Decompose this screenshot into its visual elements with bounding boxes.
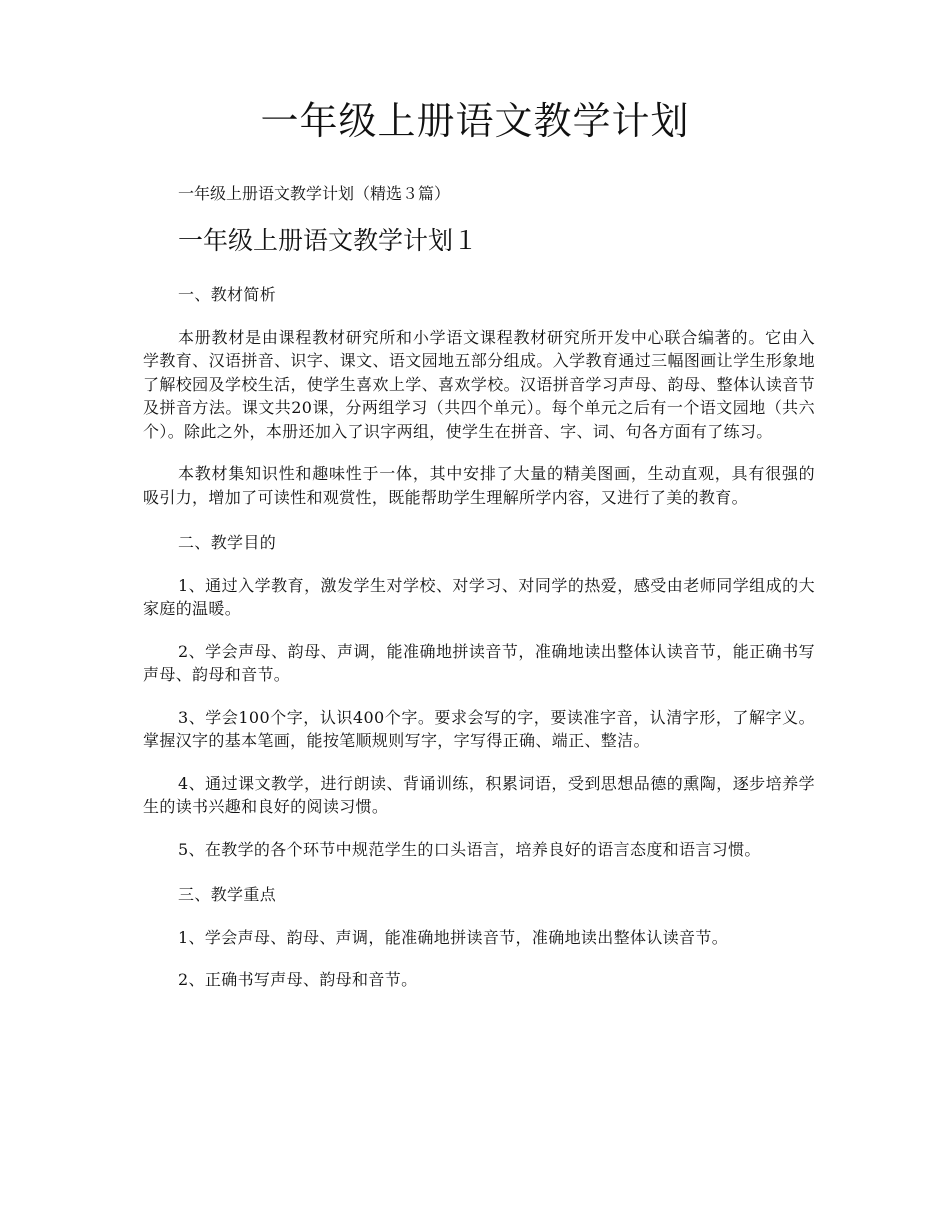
paragraph-textbook-overview: 本册教材是由课程教材研究所和小学语文课程教材研究所开发中心联合编著的。它由入学教育、汉语拼音、识字、课文、语文园地五部分组成。入学教育通过三幅图画让学生形象地了解校园及学校生活，使学生喜欢上学、喜欢学校。汉语拼音学习声母、韵母、整体认读音节及拼音方法。课文共20课，分两组学习（共四个单元）。每个单元之后有一个语文园地（共六个）。除此之外，本册还加入了识字两组，使学生在拼音、字、词、句各方面有了练习。	[143, 327, 815, 441]
paragraph-goal-3: 3、学会100个字，认识400个字。要求会写的字，要读准字音，认清字形，了解字义。掌握汉字的基本笔画，能按笔顺规则写字，字写得正确、端正、整洁。	[143, 707, 815, 750]
paragraph-focus-2: 2、正确书写声母、韵母和音节。	[178, 970, 418, 989]
paragraph-textbook-features: 本教材集知识性和趣味性于一体，其中安排了大量的精美图画，生动直观，具有很强的吸引力，增加了可读性和观赏性，既能帮助学生理解所学内容，又进行了美的教育。	[143, 464, 815, 507]
document-body	[143, 180, 815, 992]
document-title: 一年级上册语文教学计划	[260, 99, 690, 143]
heading-teaching-goals: 二、教学目的	[178, 533, 277, 552]
paragraph-goal-2: 2、学会声母、韵母、声调，能准确地拼读音节，准确地读出整体认读音节，能正确书写声母、韵母和音节。	[143, 641, 815, 684]
heading-teaching-focus: 三、教学重点	[178, 885, 277, 904]
document-subtitle: 一年级上册语文教学计划（精选３篇）	[178, 184, 451, 203]
paragraph-goal-4: 4、通过课文教学，进行朗读、背诵训练，积累词语，受到思想品德的熏陶，逐步培养学生的读书兴趣和良好的阅读习惯。	[143, 773, 815, 816]
paragraph-focus-1: 1、学会声母、韵母、声调，能准确地拼读音节，准确地读出整体认读音节。	[178, 927, 729, 947]
paragraph-goal-1: 1、通过入学教育，激发学生对学校、对学习、对同学的热爱，感受由老师同学组成的大家庭的温暖。	[143, 575, 815, 618]
section-title: 一年级上册语文教学计划１	[178, 226, 479, 255]
paragraph-goal-5: 5、在教学的各个环节中规范学生的口头语言，培养良好的语言态度和语言习惯。	[178, 839, 761, 859]
heading-textbook-analysis: 一、教材简析	[178, 285, 277, 304]
